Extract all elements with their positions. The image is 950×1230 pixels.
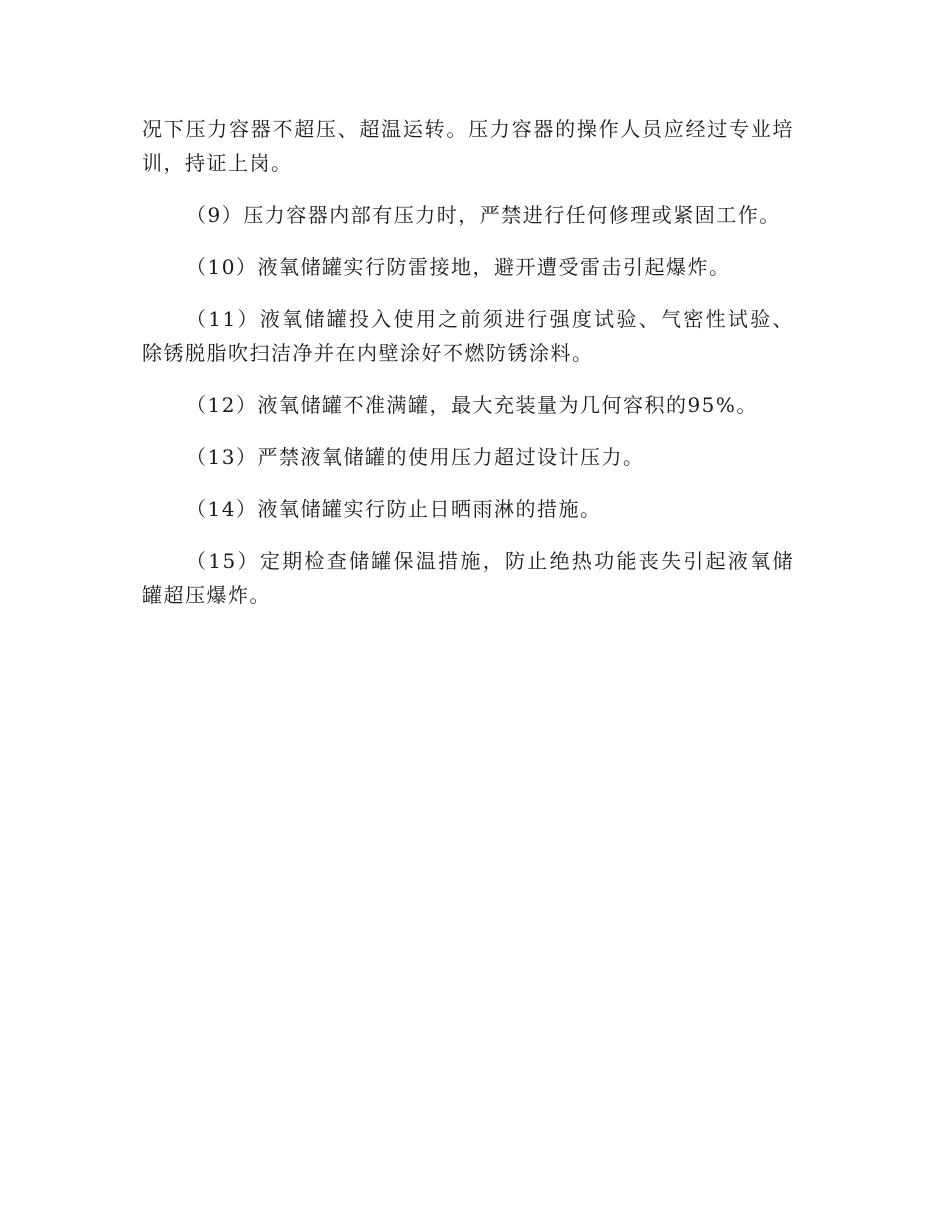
paragraph-item-14: （14）液氧储罐实行防止日晒雨淋的措施。 bbox=[186, 497, 602, 521]
paragraph-item-9: （9）压力容器内部有压力时，严禁进行任何修理或紧固工作。 bbox=[186, 203, 781, 227]
paragraph-continuation: 况下压力容器不超压、超温运转。压力容器的操作人员应经过专业培训，持证上岗。 bbox=[142, 117, 794, 175]
paragraph-item-12: （12）液氧储罐不准满罐，最大充装量为几何容积的95%。 bbox=[186, 393, 758, 417]
paragraph-item-10: （10）液氧储罐实行防雷接地，避开遭受雷击引起爆炸。 bbox=[186, 255, 731, 279]
paragraph-item-15: （15）定期检查储罐保温措施，防止绝热功能丧失引起液氧储罐超压爆炸。 bbox=[142, 549, 794, 607]
paragraph-item-11: （11）液氧储罐投入使用之前须进行强度试验、气密性试验、除锈脱脂吹扫洁净并在内壁涂好不燃防锈涂料。 bbox=[142, 307, 794, 365]
document-body bbox=[142, 112, 794, 630]
paragraph-item-13: （13）严禁液氧储罐的使用压力超过设计压力。 bbox=[186, 445, 645, 469]
